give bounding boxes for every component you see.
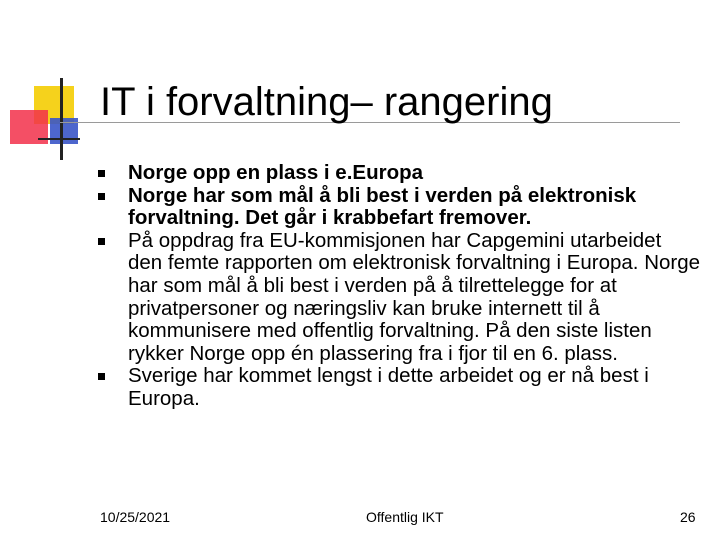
logo-horizontal-line [38, 138, 80, 140]
bullet-item [96, 230, 701, 366]
square-bullet-icon [98, 170, 105, 177]
bullet-list [96, 162, 701, 411]
slide-title: IT i forvaltning– rangering [100, 80, 553, 124]
logo-vertical-line [60, 78, 63, 160]
square-bullet-icon [98, 373, 105, 380]
footer-title: Offentlig IKT [366, 509, 444, 525]
square-bullet-icon [98, 193, 105, 200]
bullet-text: På oppdrag fra EU-kommisjonen har Capgemini utarbeidet den femte rapporten om elektronisk forvaltning i Europa. Norge har som mål å bli best i verden på å tilrettelegge for at privatpersoner og næringsliv kan bruke internett til å kommunisere med offentlig forvaltning. På den siste listen rykker Norge opp én plassering fra i fjor til en 6. plass. [128, 228, 701, 365]
square-bullet-icon [98, 238, 105, 245]
bullet-item [96, 365, 701, 410]
bullet-text: Sverige har kommet lengst i dette arbeidet og er nå best i Europa. [128, 364, 649, 410]
page-number: 26 [680, 509, 696, 525]
bullet-item [96, 185, 701, 230]
bullet-item [96, 162, 701, 185]
bullet-text: Norge opp en plass i e.Europa [128, 161, 424, 184]
footer-date: 10/25/2021 [100, 509, 171, 525]
bullet-text: Norge har som mål å bli best i verden på elektronisk forvaltning. Det går i krabbefart fremover. [128, 183, 637, 230]
